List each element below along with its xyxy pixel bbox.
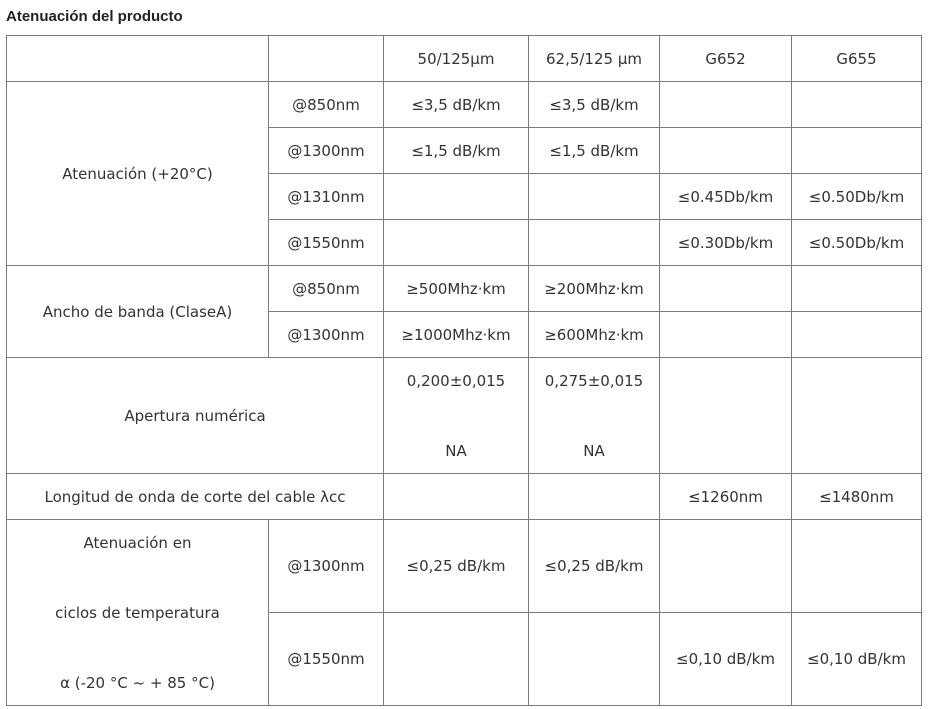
table-row: [7, 358, 922, 474]
value-cell: ≤1260nm: [660, 474, 792, 520]
value-cell: ≤0,10 dB/km: [792, 613, 922, 706]
value-cell: [792, 82, 922, 128]
value-cell: ≤1,5 dB/km: [529, 128, 660, 174]
value-cell: [384, 613, 529, 706]
aperture-cell-62: [529, 358, 660, 474]
value-cell: ≤0.30Db/km: [660, 220, 792, 266]
value-cell: [660, 128, 792, 174]
table-row: [7, 520, 922, 613]
aperture-label: Apertura numérica: [7, 358, 384, 474]
value-cell: ≥200Mhz·km: [529, 266, 660, 312]
value-cell: [792, 312, 922, 358]
value-cell: [792, 520, 922, 613]
wavelength-cell: @850nm: [269, 82, 384, 128]
value-cell: ≥600Mhz·km: [529, 312, 660, 358]
header-cell-g655: G655: [792, 36, 922, 82]
value-cell: [660, 312, 792, 358]
value-cell: ≥1000Mhz·km: [384, 312, 529, 358]
wavelength-cell: @850nm: [269, 266, 384, 312]
temp-cycle-label-line1: Atenuación en: [83, 534, 192, 552]
table-row: [7, 266, 922, 312]
value-cell: [529, 174, 660, 220]
value-cell: [792, 266, 922, 312]
value-cell: [384, 220, 529, 266]
value-cell: ≤0.50Db/km: [792, 174, 922, 220]
header-cell: [269, 36, 384, 82]
spec-table: [6, 35, 922, 706]
aperture-cell-50: [384, 358, 529, 474]
section-title: Atenuación del producto: [6, 8, 183, 25]
value-cell: ≤3,5 dB/km: [384, 82, 529, 128]
value-cell: ≤0.45Db/km: [660, 174, 792, 220]
bandwidth-label: Ancho de banda (ClaseA): [7, 266, 269, 358]
value-cell: ≤1,5 dB/km: [384, 128, 529, 174]
aperture-value: 0,200±0,015: [406, 372, 506, 390]
value-cell: [384, 174, 529, 220]
wavelength-cell: @1300nm: [269, 312, 384, 358]
value-cell: [660, 266, 792, 312]
value-cell: ≤0,25 dB/km: [384, 520, 529, 613]
value-cell: [660, 358, 792, 474]
value-cell: [529, 613, 660, 706]
value-cell: [529, 220, 660, 266]
header-cell-g652: G652: [660, 36, 792, 82]
aperture-unit: NA: [583, 442, 605, 460]
value-cell: [660, 520, 792, 613]
table-row: [7, 82, 922, 128]
temp-cycle-label-line3: α (-20 °C ~ + 85 °C): [60, 674, 215, 692]
temp-cycle-label: [7, 520, 269, 706]
aperture-unit: NA: [445, 442, 467, 460]
attenuation-label: Atenuación (+20°C): [7, 82, 269, 266]
value-cell: ≤0,25 dB/km: [529, 520, 660, 613]
value-cell: [384, 474, 529, 520]
wavelength-cell: @1550nm: [269, 613, 384, 706]
cutoff-label: Longitud de onda de corte del cable λcc: [7, 474, 384, 520]
value-cell: [792, 128, 922, 174]
header-cell: [7, 36, 269, 82]
value-cell: ≤3,5 dB/km: [529, 82, 660, 128]
aperture-value: 0,275±0,015: [544, 372, 644, 390]
wavelength-cell: @1300nm: [269, 520, 384, 613]
table-row: [7, 474, 922, 520]
header-cell-50-125: 50/125µm: [384, 36, 529, 82]
temp-cycle-label-line2: ciclos de temperatura: [55, 604, 220, 622]
value-cell: [660, 82, 792, 128]
value-cell: [529, 474, 660, 520]
wavelength-cell: @1300nm: [269, 128, 384, 174]
value-cell: ≤0,10 dB/km: [660, 613, 792, 706]
header-cell-62-5-125: 62,5/125 µm: [529, 36, 660, 82]
header-row: [7, 36, 922, 82]
wavelength-cell: @1310nm: [269, 174, 384, 220]
wavelength-cell: @1550nm: [269, 220, 384, 266]
value-cell: ≤1480nm: [792, 474, 922, 520]
value-cell: ≥500Mhz·km: [384, 266, 529, 312]
value-cell: ≤0.50Db/km: [792, 220, 922, 266]
value-cell: [792, 358, 922, 474]
